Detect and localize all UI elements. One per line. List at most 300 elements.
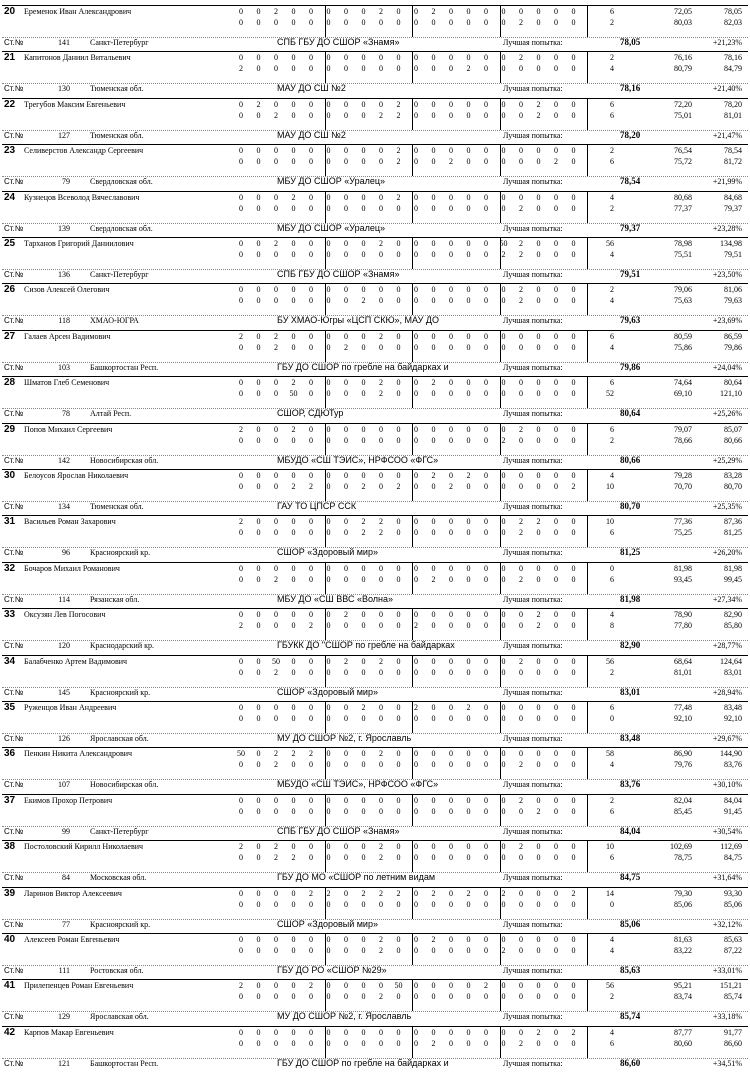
gate-penalty-run1: 0 <box>344 703 348 712</box>
gate-penalty-run1: 0 <box>256 146 261 156</box>
gate-penalty-run1: 0 <box>431 795 436 805</box>
gate-penalty-run2: 0 <box>414 389 418 399</box>
gate-penalty-run2: 0 <box>274 946 278 955</box>
gate-penalty-run2: 0 <box>571 389 576 399</box>
gate-penalty-run2: 0 <box>396 342 401 352</box>
gate-penalty-run2: 0 <box>396 296 401 306</box>
gate-penalty-run2: 2 <box>554 157 558 167</box>
behind-leader-percent: +21,40% <box>712 84 742 94</box>
gate-penalty-run2: 0 <box>396 992 401 1002</box>
gate-penalty-run1: 0 <box>466 285 471 295</box>
gate-penalty-run1: 0 <box>239 53 243 63</box>
gate-penalty-run1: 0 <box>536 795 541 805</box>
athlete-club: МУ ДО СШОР №2, г. Ярославль <box>277 733 412 743</box>
behind-leader-percent: +21,99% <box>712 177 742 187</box>
raw-time-run2: 79,76 <box>674 760 692 770</box>
gate-penalty-run1: 0 <box>536 703 541 712</box>
gate-penalty-run1: 0 <box>484 192 488 202</box>
gate-penalty-run1: 0 <box>536 656 541 666</box>
gate-penalty-run1: 0 <box>256 53 261 63</box>
gate-penalty-run2: 0 <box>309 946 313 955</box>
gate-penalty-run1: 0 <box>449 239 453 248</box>
gate-penalty-run1: 0 <box>449 563 453 573</box>
gate-penalty-run1: 2 <box>379 378 383 388</box>
gate-penalty-run2: 2 <box>274 342 278 352</box>
gate-penalty-run1: 0 <box>309 1027 313 1037</box>
gate-penalty-run2: 0 <box>414 760 418 770</box>
athlete-club: МБУ ДО СШОР «Уралец» <box>277 176 386 187</box>
gate-penalty-run1: 2 <box>519 285 523 295</box>
gate-penalty-run2: 0 <box>414 667 418 677</box>
gate-penalty-run1: 0 <box>519 749 523 759</box>
gate-penalty-run1: 0 <box>256 610 261 620</box>
gate-penalty-run1: 0 <box>571 192 576 202</box>
gate-penalty-run2: 0 <box>344 621 348 631</box>
raw-time-run1: 79,30 <box>674 888 692 898</box>
final-time-run1: 85,63 <box>724 935 742 944</box>
behind-leader-percent: +21,23% <box>712 38 742 47</box>
raw-time-run1: 81,63 <box>674 935 692 944</box>
gate-penalty-run2: 0 <box>361 760 366 770</box>
gate-penalty-run2: 0 <box>309 389 313 399</box>
best-run-time: 86,60 <box>620 1057 641 1068</box>
gate-penalty-run2: 0 <box>291 621 296 631</box>
gate-penalty-run1: 0 <box>466 99 471 109</box>
gate-penalty-run1: 2 <box>344 610 348 620</box>
gate-penalty-run1: 0 <box>414 331 418 341</box>
penalty-total-run2: 6 <box>610 806 614 816</box>
gate-penalty-run1: 2 <box>519 795 523 805</box>
gate-penalty-run2: 0 <box>519 667 523 677</box>
gate-penalty-run1: 0 <box>309 192 313 202</box>
gate-penalty-run2: 0 <box>536 389 541 399</box>
gate-penalty-run1: 0 <box>396 53 401 63</box>
gate-penalty-run1: 0 <box>571 424 576 434</box>
gate-penalty-run2: 0 <box>379 760 383 770</box>
best-run-time: 85,06 <box>620 918 641 929</box>
raw-time-run2: 75,63 <box>674 296 692 306</box>
start-number-label: Ст.№ <box>4 502 24 511</box>
raw-time-run1: 68,64 <box>674 656 692 666</box>
gate-penalty-run1: 0 <box>274 53 278 63</box>
gate-penalty-run1: 0 <box>536 563 541 573</box>
gate-penalty-run1: 0 <box>396 424 401 434</box>
penalty-total-run1: 56 <box>606 656 614 666</box>
gate-penalty-run1: 0 <box>309 378 313 388</box>
gate-penalty-run2: 0 <box>431 110 436 120</box>
row-divider <box>2 51 748 52</box>
gate-penalty-run1: 0 <box>326 842 331 852</box>
gate-penalty-run2: 0 <box>344 899 348 909</box>
gate-penalty-run1: 2 <box>431 935 436 944</box>
gate-penalty-run2: 0 <box>379 64 383 74</box>
gate-penalty-run2: 0 <box>239 667 243 677</box>
gate-penalty-run1: 0 <box>239 935 243 944</box>
gate-penalty-run1: 0 <box>449 795 453 805</box>
gate-penalty-run2: 0 <box>431 528 436 538</box>
athlete-name: Руженцов Иван Андреевич <box>24 703 117 712</box>
row-divider <box>2 933 748 934</box>
gate-penalty-run2: 0 <box>571 899 576 909</box>
gate-penalty-run1: 0 <box>554 192 558 202</box>
gate-penalty-run2: 0 <box>414 806 418 816</box>
gate-penalty-run2: 0 <box>379 714 383 723</box>
gate-penalty-run2: 0 <box>361 389 366 399</box>
behind-leader-percent: +21,47% <box>712 130 742 140</box>
raw-time-run2: 75,01 <box>674 110 692 120</box>
gate-penalty-run1: 0 <box>449 981 453 991</box>
gate-penalty-run1: 0 <box>431 749 436 759</box>
penalty-total-run2: 4 <box>610 296 614 306</box>
gate-penalty-run1: 0 <box>536 239 541 248</box>
best-run-label: Лучшая попытка: <box>503 316 563 326</box>
gate-penalty-run2: 0 <box>536 899 541 909</box>
gate-penalty-run1: 0 <box>344 285 348 295</box>
gate-penalty-run2: 2 <box>344 342 348 352</box>
start-number-label: Ст.№ <box>4 316 24 326</box>
gate-penalty-run1: 0 <box>274 285 278 295</box>
start-number-label: Ст.№ <box>4 409 24 419</box>
gate-penalty-run2: 0 <box>431 157 436 167</box>
athlete-row <box>0 515 750 558</box>
penalty-total-run2: 4 <box>610 342 614 352</box>
behind-leader-percent: +33,18% <box>712 1012 742 1022</box>
gate-penalty-run2: 0 <box>274 250 278 259</box>
start-number-label: Ст.№ <box>4 270 24 279</box>
gate-penalty-run1: 0 <box>536 146 541 156</box>
gate-penalty-run2: 0 <box>501 574 506 584</box>
gate-penalty-run2: 0 <box>326 296 331 306</box>
gate-penalty-run1: 0 <box>326 610 331 620</box>
best-run-time: 79,51 <box>620 269 641 279</box>
athlete-place: 20 <box>4 6 16 17</box>
gate-penalty-run1: 0 <box>484 749 488 759</box>
athlete-region: Ярославская обл. <box>90 1012 149 1022</box>
gate-penalty-run1: 0 <box>256 935 261 944</box>
gate-penalty-run1: 2 <box>379 656 383 666</box>
gate-penalty-run2: 0 <box>291 157 296 167</box>
gate-penalty-run2: 0 <box>449 574 453 584</box>
gate-penalty-run2: 0 <box>414 342 418 352</box>
gate-penalty-run1: 0 <box>239 471 243 480</box>
athlete-region: Свердловская обл. <box>90 177 153 187</box>
gate-penalty-run2: 2 <box>379 946 383 955</box>
gate-penalty-run2: 0 <box>431 806 436 816</box>
gate-penalty-run1: 2 <box>379 888 383 898</box>
gate-penalty-run1: 0 <box>554 517 558 527</box>
gate-penalty-run1: 0 <box>274 981 278 991</box>
start-number-label: Ст.№ <box>4 687 24 697</box>
gate-penalty-run2: 2 <box>379 528 383 538</box>
gate-penalty-run1: 0 <box>396 517 401 527</box>
gate-penalty-run1: 0 <box>501 749 506 759</box>
best-run-label: Лучшая попытка: <box>503 177 563 187</box>
row-divider <box>2 562 748 563</box>
gate-penalty-run2: 0 <box>414 296 418 306</box>
gate-penalty-run1: 0 <box>484 53 488 63</box>
gate-penalty-run1: 0 <box>554 331 558 341</box>
behind-leader-percent: +30,54% <box>712 826 742 836</box>
gate-penalty-run2: 0 <box>554 296 558 306</box>
penalty-total-run2: 6 <box>610 1038 614 1048</box>
gate-penalty-run1: 0 <box>396 7 401 16</box>
gate-penalty-run1: 0 <box>396 1027 401 1037</box>
gate-penalty-run1: 0 <box>309 53 313 63</box>
final-time-run2: 85,74 <box>724 992 742 1002</box>
best-run-time: 78,16 <box>620 83 641 94</box>
final-time-run2: 84,75 <box>724 853 742 863</box>
gate-penalty-run1: 0 <box>484 795 488 805</box>
athlete-region: Краснодарский кр. <box>90 641 154 651</box>
final-time-run1: 93,30 <box>724 888 742 898</box>
gate-penalty-run2: 2 <box>501 250 506 259</box>
gate-penalty-run1: 0 <box>466 424 471 434</box>
behind-leader-percent: +28,94% <box>712 687 742 697</box>
gate-penalty-run1: 2 <box>396 888 401 898</box>
gate-penalty-run1: 2 <box>431 471 436 480</box>
athlete-club: СПБ ГБУ ДО СШОР «Знамя» <box>277 269 400 279</box>
gate-penalty-run2: 0 <box>449 760 453 770</box>
gate-penalty-run2: 0 <box>554 667 558 677</box>
gate-penalty-run1: 0 <box>326 192 331 202</box>
gate-penalty-run1: 2 <box>274 239 278 248</box>
gate-penalty-run2: 0 <box>326 435 331 445</box>
gate-penalty-run1: 0 <box>256 192 261 202</box>
gate-penalty-run1: 0 <box>239 239 243 248</box>
gate-penalty-run2: 0 <box>484 435 488 445</box>
gate-penalty-run2: 2 <box>519 296 523 306</box>
penalty-total-run2: 52 <box>606 389 614 399</box>
penalty-total-run2: 0 <box>610 899 614 909</box>
athlete-place: 33 <box>4 609 16 621</box>
penalty-total-run1: 10 <box>606 842 614 852</box>
gate-penalty-run1: 0 <box>571 517 576 527</box>
gate-penalty-run2: 0 <box>519 482 523 491</box>
gate-penalty-run2: 0 <box>431 899 436 909</box>
gate-penalty-run1: 0 <box>571 239 576 248</box>
gate-penalty-run2: 0 <box>484 714 488 723</box>
gate-penalty-run1: 0 <box>484 888 488 898</box>
gate-penalty-run1: 0 <box>326 1027 331 1037</box>
gate-separator <box>587 933 588 965</box>
final-time-run1: 82,90 <box>724 610 742 620</box>
gate-penalty-run2: 0 <box>256 18 261 27</box>
athlete-row <box>0 51 750 94</box>
gate-penalty-run1: 0 <box>414 656 418 666</box>
penalty-total-run1: 2 <box>610 285 614 295</box>
gate-penalty-run2: 0 <box>449 296 453 306</box>
gate-penalty-run2: 0 <box>449 250 453 259</box>
row-divider <box>2 98 748 99</box>
gate-penalty-run2: 2 <box>519 18 523 27</box>
behind-leader-percent: +25,26% <box>712 409 742 419</box>
final-time-run2: 87,22 <box>724 946 742 955</box>
gate-penalty-run1: 0 <box>239 7 243 16</box>
gate-penalty-run1: 0 <box>361 285 366 295</box>
raw-time-run1: 74,64 <box>674 378 692 388</box>
gate-penalty-run1: 0 <box>326 471 331 480</box>
gate-penalty-run1: 0 <box>484 935 488 944</box>
athlete-place: 23 <box>4 145 16 157</box>
gate-penalty-run1: 0 <box>571 99 576 109</box>
gate-penalty-run2: 0 <box>239 296 243 306</box>
penalty-total-run1: 58 <box>606 749 614 759</box>
gate-penalty-run1: 0 <box>449 749 453 759</box>
gate-penalty-run1: 0 <box>554 981 558 991</box>
gate-penalty-run2: 2 <box>519 203 523 213</box>
gate-penalty-run2: 0 <box>571 621 576 631</box>
gate-penalty-run2: 0 <box>274 157 278 167</box>
gate-penalty-run1: 0 <box>344 53 348 63</box>
gate-penalty-run2: 0 <box>484 157 488 167</box>
gate-penalty-run1: 0 <box>536 285 541 295</box>
gate-penalty-run2: 2 <box>431 574 436 584</box>
gate-penalty-run1: 2 <box>239 517 243 527</box>
gate-penalty-run2: 0 <box>379 18 383 27</box>
gate-penalty-run1: 0 <box>326 146 331 156</box>
gate-penalty-run2: 0 <box>449 342 453 352</box>
raw-time-run1: 95,21 <box>674 981 692 991</box>
gate-penalty-run1: 0 <box>554 7 558 16</box>
gate-penalty-run2: 0 <box>414 18 418 27</box>
gate-penalty-run2: 0 <box>309 296 313 306</box>
athlete-place: 37 <box>4 794 16 806</box>
gate-penalty-run2: 0 <box>256 621 261 631</box>
gate-penalty-run1: 0 <box>484 424 488 434</box>
raw-time-run1: 78,98 <box>674 239 692 248</box>
gate-penalty-run1: 2 <box>466 471 471 480</box>
final-time-run2: 79,51 <box>724 250 742 259</box>
raw-time-run2: 78,66 <box>674 435 692 445</box>
gate-penalty-run2: 0 <box>571 714 576 723</box>
gate-penalty-run2: 0 <box>519 992 523 1002</box>
athlete-region: Тюменская обл. <box>90 130 144 140</box>
gate-penalty-run1: 0 <box>519 610 523 620</box>
row-divider <box>2 283 748 284</box>
gate-penalty-run2: 0 <box>414 110 418 120</box>
gate-penalty-run1: 0 <box>344 331 348 341</box>
gate-penalty-run2: 0 <box>501 110 506 120</box>
athlete-row <box>0 469 750 512</box>
start-number: 130 <box>58 84 70 94</box>
gate-penalty-run1: 0 <box>536 53 541 63</box>
gate-penalty-run2: 0 <box>239 992 243 1002</box>
athlete-place: 42 <box>4 1026 16 1038</box>
gate-penalty-run2: 0 <box>291 342 296 352</box>
gate-penalty-run2: 0 <box>519 342 523 352</box>
gate-penalty-run1: 0 <box>396 656 401 666</box>
behind-leader-percent: +24,04% <box>712 362 742 372</box>
gate-penalty-run1: 0 <box>396 378 401 388</box>
gate-penalty-run2: 2 <box>519 760 523 770</box>
gate-penalty-run1: 0 <box>571 563 576 573</box>
gate-penalty-run1: 0 <box>274 563 278 573</box>
gate-penalty-run1: 0 <box>274 517 278 527</box>
behind-leader-percent: +33,01% <box>712 966 742 975</box>
best-run-label: Лучшая попытка: <box>503 502 563 511</box>
athlete-name: Прилепенцев Роман Евгеньевич <box>24 981 134 991</box>
gate-penalty-run1: 0 <box>466 563 471 573</box>
start-number-label: Ст.№ <box>4 38 24 47</box>
gate-penalty-run2: 0 <box>309 342 313 352</box>
penalty-total-run2: 8 <box>610 621 614 631</box>
gate-penalty-run2: 0 <box>484 806 488 816</box>
gate-penalty-run2: 2 <box>274 760 278 770</box>
gate-penalty-run1: 0 <box>414 749 418 759</box>
start-number: 99 <box>62 826 70 836</box>
gate-penalty-run2: 0 <box>256 482 261 491</box>
gate-penalty-run1: 0 <box>431 424 436 434</box>
best-run-time: 83,76 <box>620 779 641 790</box>
gate-penalty-run1: 0 <box>449 192 453 202</box>
behind-leader-percent: +23,28% <box>712 223 742 233</box>
gate-penalty-run2: 0 <box>361 946 366 955</box>
athlete-club: ГБУ ДО СШОР по гребле на байдарках и <box>277 361 449 372</box>
penalty-total-run2: 4 <box>610 946 614 955</box>
gate-penalty-run1: 0 <box>466 7 471 16</box>
gate-penalty-run2: 0 <box>554 435 558 445</box>
gate-penalty-run1: 2 <box>291 424 296 434</box>
gate-penalty-run1: 0 <box>484 610 488 620</box>
behind-leader-percent: +34,51% <box>712 1058 742 1068</box>
gate-penalty-run1: 0 <box>344 471 348 480</box>
behind-leader-percent: +27,34% <box>712 594 742 604</box>
gate-penalty-run1: 0 <box>501 1027 506 1037</box>
gate-penalty-run1: 0 <box>501 471 506 480</box>
gate-penalty-run2: 0 <box>291 250 296 259</box>
gate-penalty-run2: 0 <box>256 714 261 723</box>
gate-penalty-run1: 0 <box>431 610 436 620</box>
gate-penalty-run2: 0 <box>519 714 523 723</box>
gate-penalty-run1: 0 <box>571 7 576 16</box>
gate-penalty-run2: 0 <box>291 18 296 27</box>
gate-penalty-run2: 0 <box>361 203 366 213</box>
athlete-club: МАУ ДО СШ №2 <box>277 129 346 140</box>
gate-penalty-run2: 0 <box>571 435 576 445</box>
gate-separator <box>587 794 588 826</box>
gate-penalty-run2: 0 <box>396 435 401 445</box>
gate-penalty-run2: 0 <box>361 110 366 120</box>
gate-penalty-run2: 0 <box>256 296 261 306</box>
gate-penalty-run2: 0 <box>449 1038 453 1048</box>
row-divider <box>2 794 748 795</box>
gate-penalty-run1: 2 <box>431 378 436 388</box>
gate-penalty-run1: 0 <box>554 471 558 480</box>
gate-penalty-run2: 0 <box>256 667 261 677</box>
gate-penalty-run1: 0 <box>239 192 243 202</box>
gate-penalty-run1: 0 <box>571 146 576 156</box>
gate-penalty-run1: 0 <box>554 888 558 898</box>
gate-penalty-run1: 0 <box>484 563 488 573</box>
gate-penalty-run2: 0 <box>501 18 506 27</box>
gate-separator <box>587 5 588 37</box>
gate-penalty-run2: 0 <box>449 992 453 1002</box>
penalty-total-run1: 6 <box>610 331 614 341</box>
final-time-run1: 112,69 <box>720 842 742 852</box>
athlete-name: Селиверстов Александр Сергеевич <box>24 146 144 156</box>
start-number: 111 <box>58 966 70 975</box>
gate-penalty-run2: 2 <box>396 110 401 120</box>
start-number-label: Ст.№ <box>4 130 24 140</box>
gate-penalty-run1: 0 <box>449 146 453 156</box>
gate-penalty-run1: 0 <box>274 888 278 898</box>
gate-penalty-run1: 0 <box>344 563 348 573</box>
final-time-run2: 121,10 <box>720 389 742 399</box>
penalty-total-run1: 6 <box>610 7 614 16</box>
gate-separator <box>587 887 588 919</box>
final-time-run1: 144,90 <box>720 749 742 759</box>
final-time-run2: 91,45 <box>724 806 742 816</box>
